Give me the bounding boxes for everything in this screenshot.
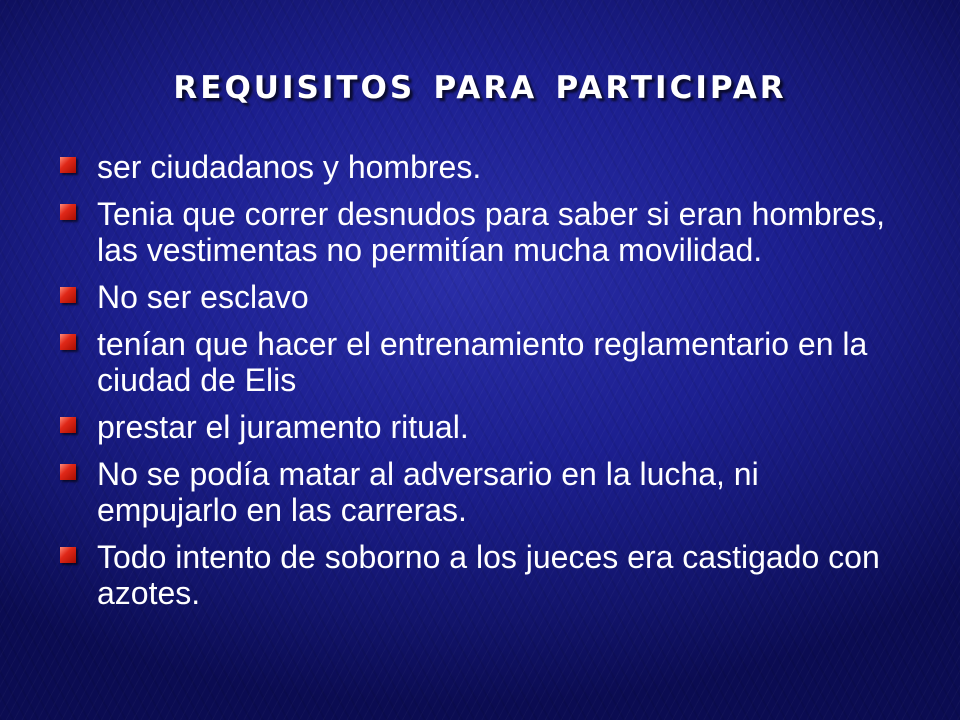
bullet-text: tenían que hacer el entrenamiento reglamentario en la ciudad de Elis <box>97 326 868 398</box>
red-square-bullet-icon <box>60 157 76 173</box>
bullet-text: No se podía matar al adversario en la lucha, ni empujarlo en las carreras. <box>97 456 759 528</box>
bullet-list <box>60 149 890 622</box>
red-square-bullet-icon <box>60 287 76 303</box>
bullet-item <box>60 326 890 398</box>
bullet-item <box>60 456 890 528</box>
bullet-text: ser ciudadanos y hombres. <box>97 149 482 185</box>
bullet-item <box>60 149 890 185</box>
red-square-bullet-icon <box>60 547 76 563</box>
bullet-text: Tenia que correr desnudos para saber si eran hombres, las vestimentas no permitían mucha movilidad. <box>97 196 885 268</box>
bullet-text: prestar el juramento ritual. <box>97 409 469 445</box>
slide-title: requisitos para participar <box>173 58 787 109</box>
red-square-bullet-icon <box>60 334 76 350</box>
bullet-text: Todo intento de soborno a los jueces era castigado con azotes. <box>97 539 880 611</box>
bullet-item <box>60 409 890 445</box>
bullet-text: No ser esclavo <box>97 279 309 315</box>
bullet-item <box>60 279 890 315</box>
red-square-bullet-icon <box>60 417 76 433</box>
bullet-item <box>60 196 890 268</box>
red-square-bullet-icon <box>60 464 76 480</box>
bullet-item <box>60 539 890 611</box>
red-square-bullet-icon <box>60 204 76 220</box>
